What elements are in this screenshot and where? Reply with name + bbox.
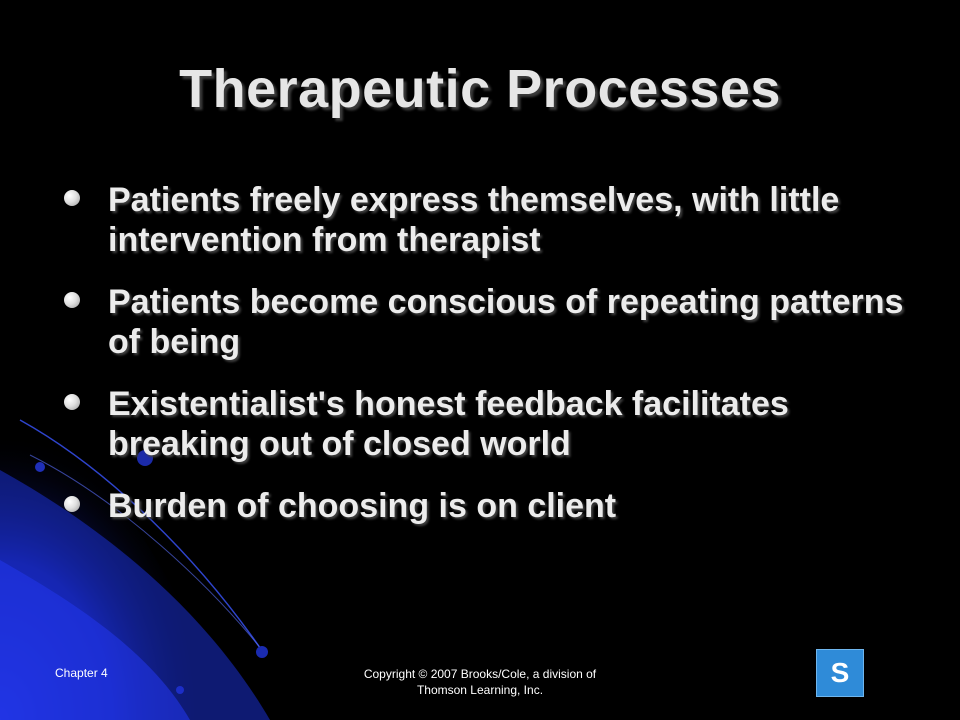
bullet-text: Patients become conscious of repeating patterns of being bbox=[108, 283, 904, 361]
bullet-dot-icon bbox=[64, 394, 80, 410]
bullet-dot-icon bbox=[64, 190, 80, 206]
bullet-text: Burden of choosing is on client bbox=[108, 487, 617, 525]
footer-chapter: Chapter 4 bbox=[55, 666, 108, 680]
bullet-dot-icon bbox=[64, 292, 80, 308]
bullet-item bbox=[64, 384, 924, 464]
summary-nav-button[interactable]: S bbox=[816, 649, 864, 697]
bullet-text: Existentialist's honest feedback facilitates breaking out of closed world bbox=[108, 385, 789, 463]
bullet-item bbox=[64, 282, 924, 362]
bullet-item bbox=[64, 486, 924, 526]
footer-copyright-line1: Copyright © 2007 Brooks/Cole, a division of bbox=[363, 667, 597, 681]
footer-copyright-line2: Thomson Learning, Inc. bbox=[416, 683, 544, 697]
bullet-dot-icon bbox=[64, 496, 80, 512]
bullet-text: Patients freely express themselves, with little intervention from therapist bbox=[108, 181, 840, 259]
slide-title: Therapeutic Processes bbox=[179, 59, 781, 119]
bullet-item bbox=[64, 180, 924, 260]
bullet-list bbox=[64, 180, 924, 548]
footer-copyright bbox=[310, 666, 650, 698]
